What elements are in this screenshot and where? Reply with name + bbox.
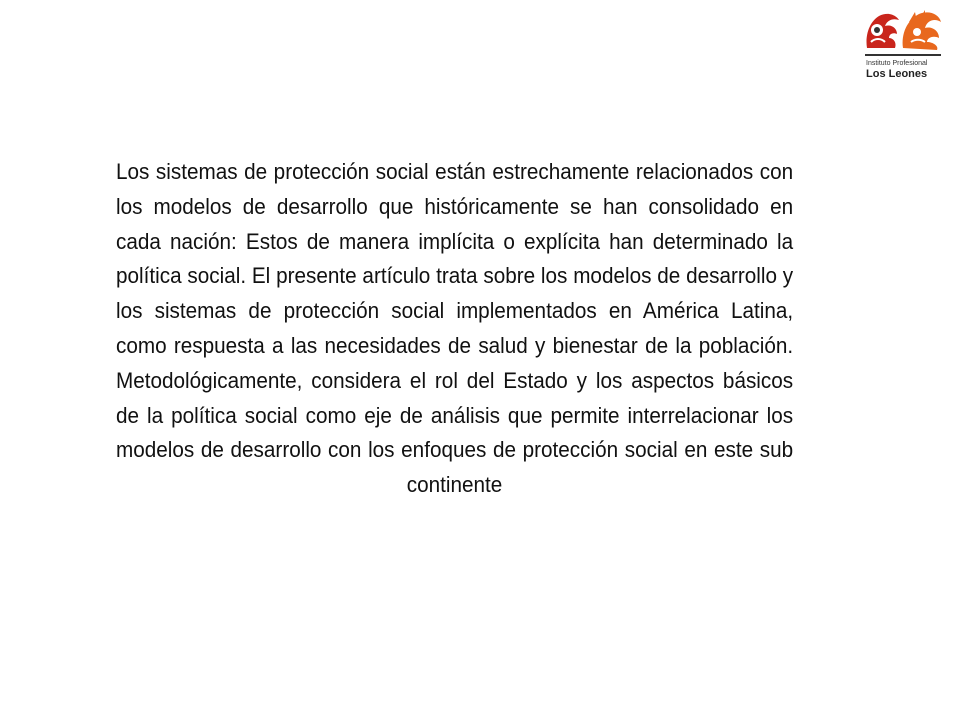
logo-subtitle: Instituto Profesional [866, 60, 928, 67]
institution-logo [863, 8, 943, 78]
logo-title: Los Leones [866, 68, 928, 80]
lion-emblem-icon [863, 8, 943, 58]
body-paragraph: Los sistemas de protección social están estrechamente relacionados con los modelos de desarrollo que históricamente se han consolidado en cada nación: Estos de manera implícita o explícita han determinado la política social. El presente artículo trata sobre los modelos de desarrollo y los sistemas de protección social implementados en América Latina, como respuesta a las necesidades de salud y bienestar de la población. Metodológicamente, considera el rol del Estado y los aspectos básicos de la política social como eje de análisis que permite interrelacionar los modelos de desarrollo con los enfoques de protección social en este sub continente [116, 159, 794, 498]
